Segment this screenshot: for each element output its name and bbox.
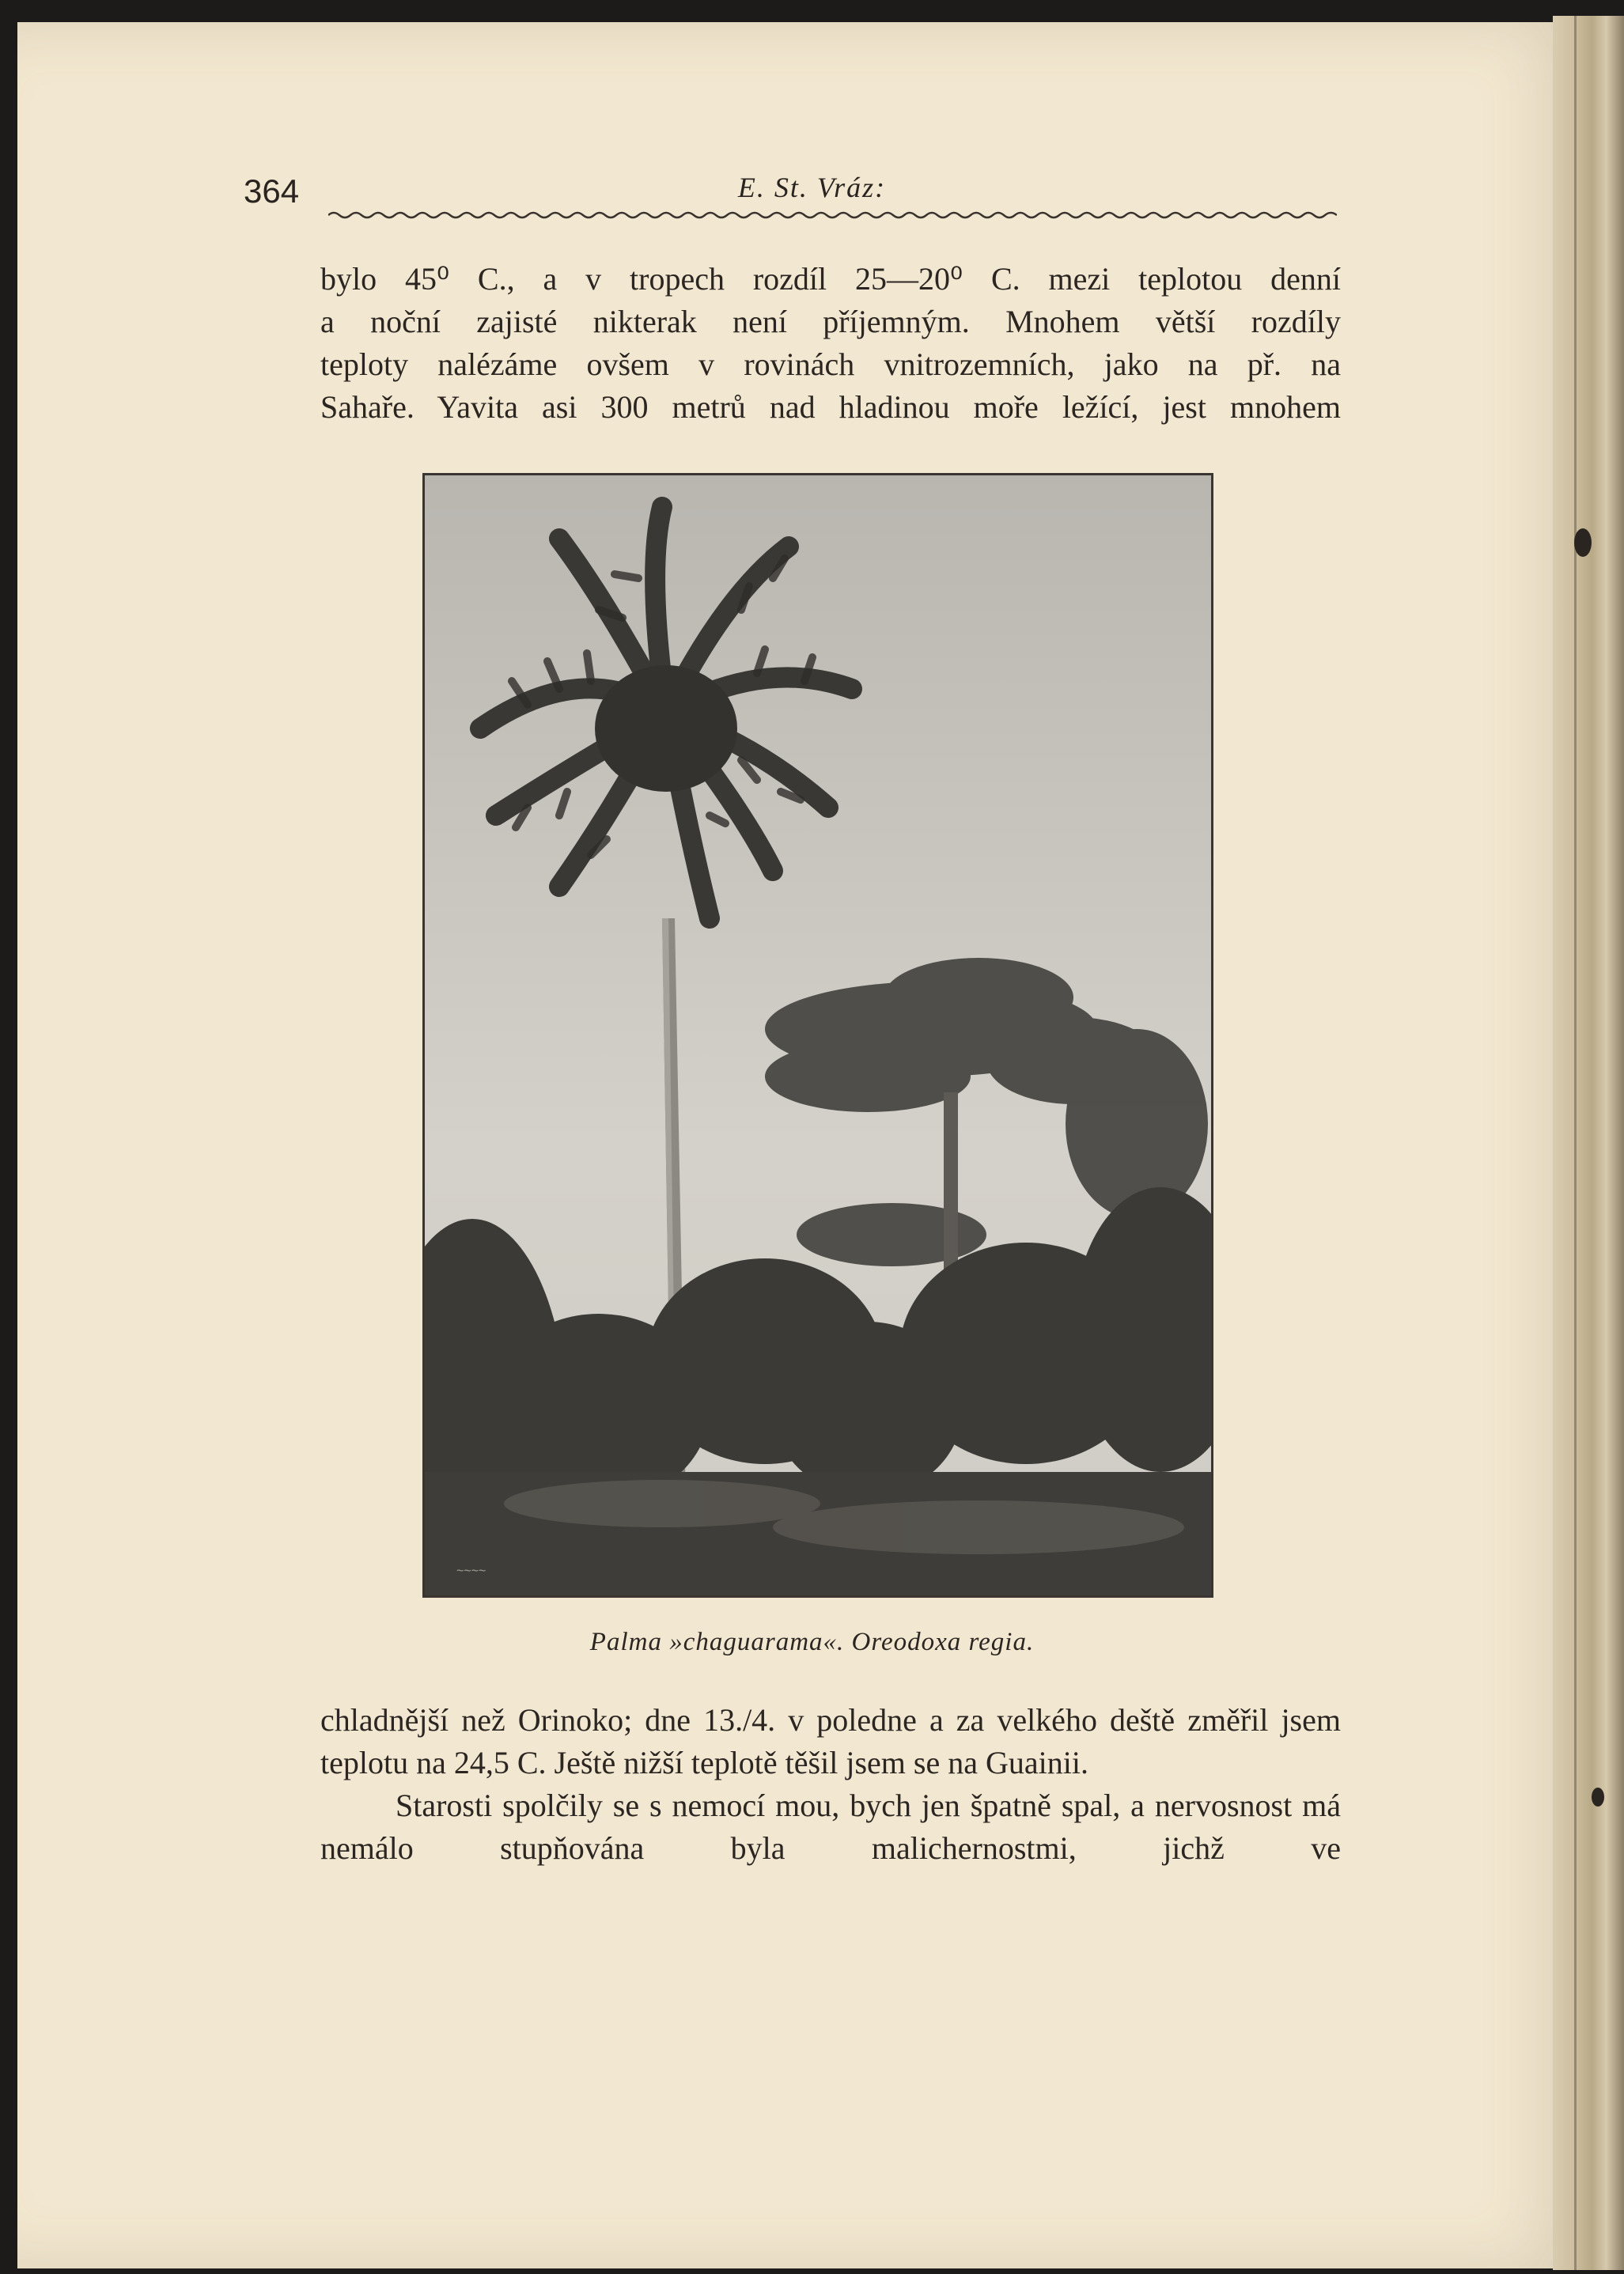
body-text-top bbox=[320, 258, 1341, 429]
engraver-signature: ~~~~ bbox=[456, 1565, 486, 1578]
book-edge bbox=[1553, 16, 1624, 2270]
palm-photograph-image bbox=[425, 475, 1211, 1595]
paper-speck bbox=[1574, 528, 1592, 557]
text-line: bylo 45⁰ C., a v tropech rozdíl 25—20⁰ C. mezi teplotou denní bbox=[320, 261, 1341, 297]
running-head: E. St. Vráz: bbox=[737, 172, 887, 203]
text-line: a noční zajisté nikterak není příjemným. Mnohem větší rozdíly bbox=[320, 304, 1341, 339]
palm-photograph bbox=[422, 473, 1213, 1598]
wavy-header-rule bbox=[328, 207, 1337, 223]
paper-speck bbox=[1592, 1788, 1604, 1807]
paragraph: chladnější než Orinoko; dne 13./4. v poledne a za velkého deště změřil jsem teplotu na 24,5 C. Ještě nižší teplotě těšil jsem se na Guainii. bbox=[320, 1702, 1341, 1780]
body-text-bottom bbox=[320, 1699, 1341, 1870]
binding-edge-line bbox=[1574, 16, 1577, 2270]
text-line: teploty nalézáme ovšem v rovinách vnitrozemních, jako na př. na bbox=[320, 346, 1341, 382]
figure-caption: Palma »chaguarama«. Oreodoxa regia. bbox=[589, 1628, 1035, 1656]
paragraph: Starosti spolčily se s nemocí mou, bych jen špatně spal, a nervosnost má nemálo stupňována byla malichernostmi, jichž ve bbox=[320, 1788, 1341, 1866]
page-number: 364 bbox=[244, 172, 300, 210]
text-line: Sahaře. Yavita asi 300 metrů nad hladinou moře ležící, jest mnohem bbox=[320, 389, 1341, 425]
